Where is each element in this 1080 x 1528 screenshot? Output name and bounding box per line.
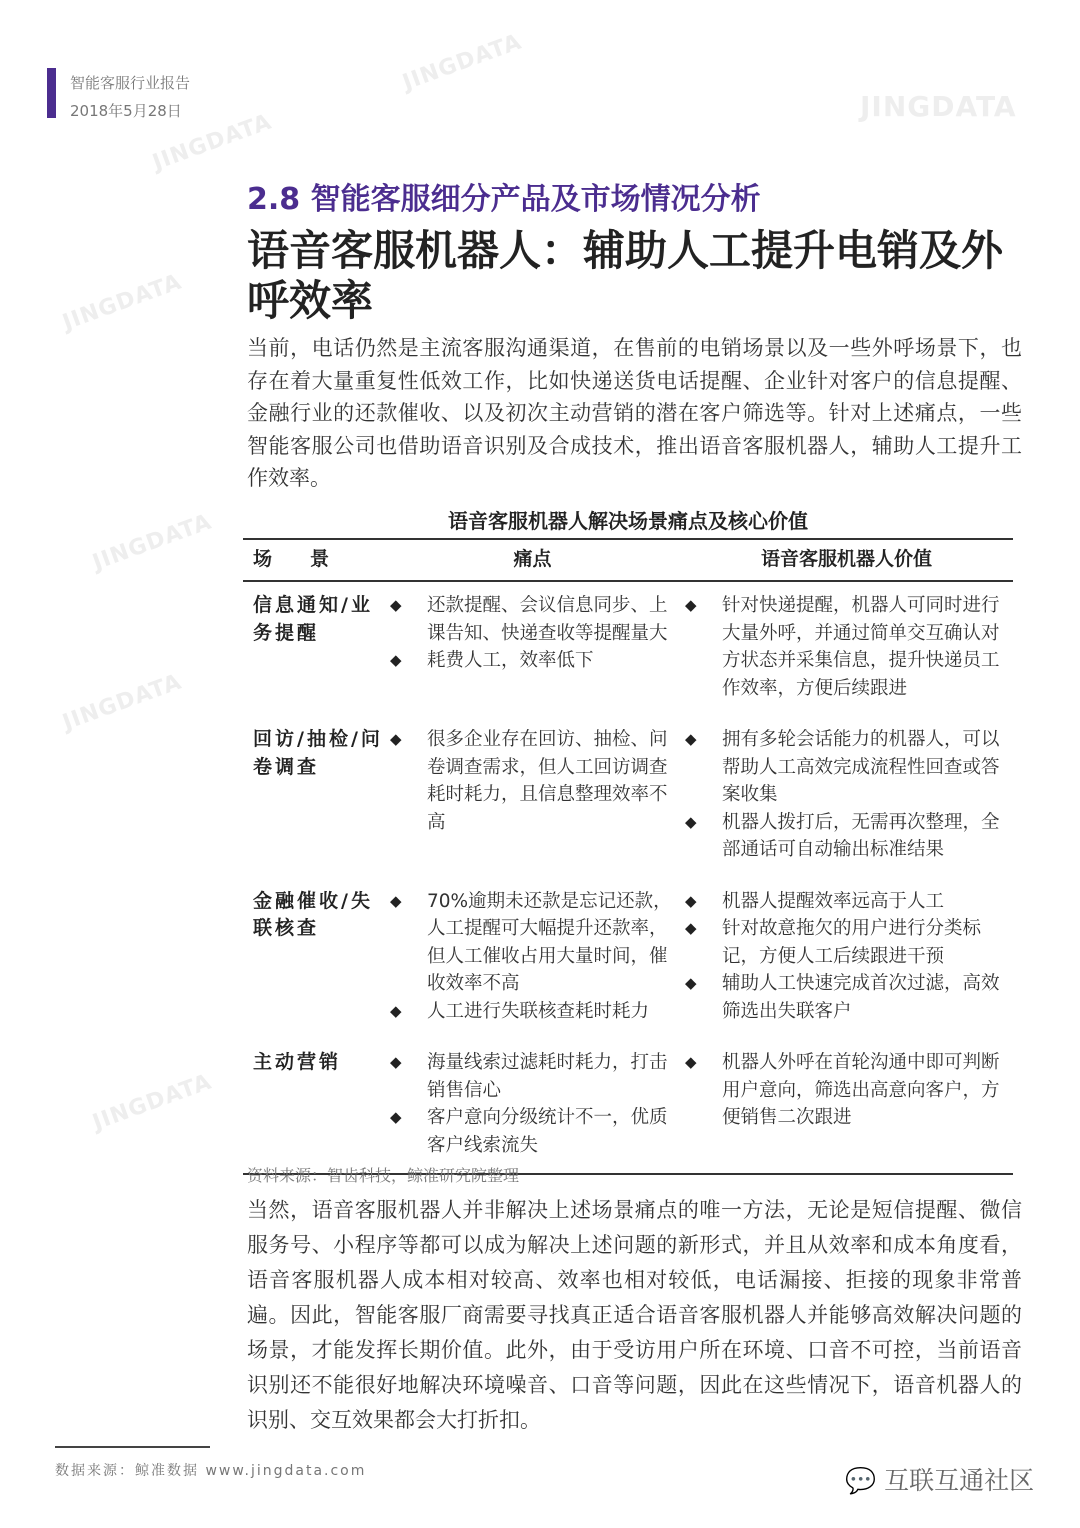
wechat-icon: 💬 <box>845 1466 877 1495</box>
watermark: JINGDATA <box>89 509 216 576</box>
table-row <box>243 716 1013 878</box>
report-name: 智能客服行业报告 <box>70 74 191 92</box>
table-row <box>243 878 1013 1040</box>
table-caption: 语音客服机器人解决场景痛点及核心价值 <box>448 509 808 533</box>
pains-item: ◆ 客户意向分级统计不一，优质客户线索流失 <box>385 1104 680 1159</box>
intro-paragraph: 当前，电话仍然是主流客服沟通渠道，在售前的电销场景以及一些外呼场景下，也存在着大量重复性低效工作，比如快递送货电话提醒、企业针对客户的信息提醒、金融行业的还款催收、以及初次主动营销的潜在客户筛选等。针对上述痛点，一些智能客服公司也借助语音识别及合成技术，推出语音客服机器人，辅助人工提升工作效率。 <box>247 336 1022 490</box>
values-item: ◆ 辅助人工快速完成首次过滤，高效筛选出失联客户 <box>680 970 1013 1025</box>
pains-cell <box>385 878 680 1040</box>
values-cell <box>680 716 1013 878</box>
footer-brand <box>845 1461 1034 1497</box>
watermark: JINGDATA <box>59 269 186 336</box>
scene-cell: 回访/抽检/问卷调查 <box>253 728 383 778</box>
values-item: ◆ 机器人拨打后，无需再次整理，全部通话可自动输出标准结果 <box>680 809 1013 864</box>
pains-item: ◆ 海量线索过滤耗时耗力，打击销售信心 <box>385 1049 680 1104</box>
values-cell <box>680 581 1013 716</box>
conclusion-paragraph: 当然，语音客服机器人并非解决上述场景痛点的唯一方法，无论是短信提醒、微信服务号、小程序等都可以成为解决上述问题的新形式，并且从效率和成本角度看，语音客服机器人成本相对较高、效率也相对较低，电话漏接、拒接的现象非常普遍。因此，智能客服厂商需要寻找真正适合语音客服机器人并能够高效解决问题的场景，才能发挥长期价值。此外，由于受访用户所在环境、口音不可控，当前语音识别还不能很好地解决环境噪音、口音等问题，因此在这些情况下，语音机器人的识别、交互效果都会大打折扣。 <box>247 1198 1022 1432</box>
scenario-table <box>243 538 1013 1175</box>
col-header-value: 语音客服机器人价值 <box>680 539 1013 581</box>
values-item: ◆ 针对故意拖欠的用户进行分类标记，方便人工后续跟进干预 <box>680 915 1013 970</box>
pains-cell <box>385 581 680 716</box>
values-cell <box>680 878 1013 1040</box>
page-title: 语音客服机器人：辅助人工提升电销及外呼效率 <box>247 226 1004 325</box>
watermark: JINGDATA <box>59 669 186 736</box>
pains-item: ◆ 人工进行失联核查耗时耗力 <box>385 998 680 1026</box>
watermark: JINGDATA <box>399 29 526 96</box>
footer-source: 数据来源：鲸准数据 www.jingdata.com <box>55 1463 367 1479</box>
values-cell <box>680 1039 1013 1174</box>
scene-cell: 信息通知/业务提醒 <box>253 594 373 644</box>
values-item: ◆ 拥有多轮会话能力的机器人，可以帮助人工高效完成流程性回查或答案收集 <box>680 726 1013 809</box>
table-row <box>243 581 1013 716</box>
col-header-pain: 痛点 <box>385 539 680 581</box>
scene-cell: 金融催收/失联核查 <box>253 889 373 939</box>
table-row <box>243 1039 1013 1174</box>
section-heading: 2.8 智能客服细分产品及市场情况分析 <box>247 182 761 217</box>
values-item: ◆ 机器人提醒效率远高于人工 <box>680 888 1013 916</box>
scene-cell: 主动营销 <box>243 1039 385 1174</box>
pains-item: ◆ 耗费人工，效率低下 <box>385 647 680 675</box>
pains-cell <box>385 1039 680 1174</box>
table-source: 资料来源：智齿科技，鲸准研究院整理 <box>247 1166 520 1185</box>
watermark: JINGDATA <box>149 109 276 176</box>
report-date: 2018年5月28日 <box>70 102 182 120</box>
pains-cell <box>385 716 680 878</box>
pains-item: ◆ 还款提醒、会议信息同步、上课告知、快递查收等提醒量大 <box>385 592 680 647</box>
header-accent-bar <box>47 68 56 118</box>
col-header-scene: 场 景 <box>243 539 385 581</box>
watermark: JINGDATA <box>89 1069 216 1136</box>
pains-item: ◆ 很多企业存在回访、抽检、问卷调查需求，但人工回访调查耗时耗力，且信息整理效率不高 <box>385 726 680 836</box>
footer-divider <box>55 1446 210 1448</box>
values-item: ◆ 机器人外呼在首轮沟通中即可判断用户意向，筛选出高意向客户，方便销售二次跟进 <box>680 1049 1013 1132</box>
watermark: JINGDATA <box>860 90 1017 123</box>
values-item: ◆ 针对快递提醒，机器人可同时进行大量外呼，并通过简单交互确认对方状态并采集信息，提升快递员工作效率，方便后续跟进 <box>680 592 1013 702</box>
brand-name: 互联互通社区 <box>884 1466 1035 1495</box>
pains-item: ◆ 70%逾期未还款是忘记还款，人工提醒可大幅提升还款率，但人工催收占用大量时间，催收效率不高 <box>385 888 680 998</box>
